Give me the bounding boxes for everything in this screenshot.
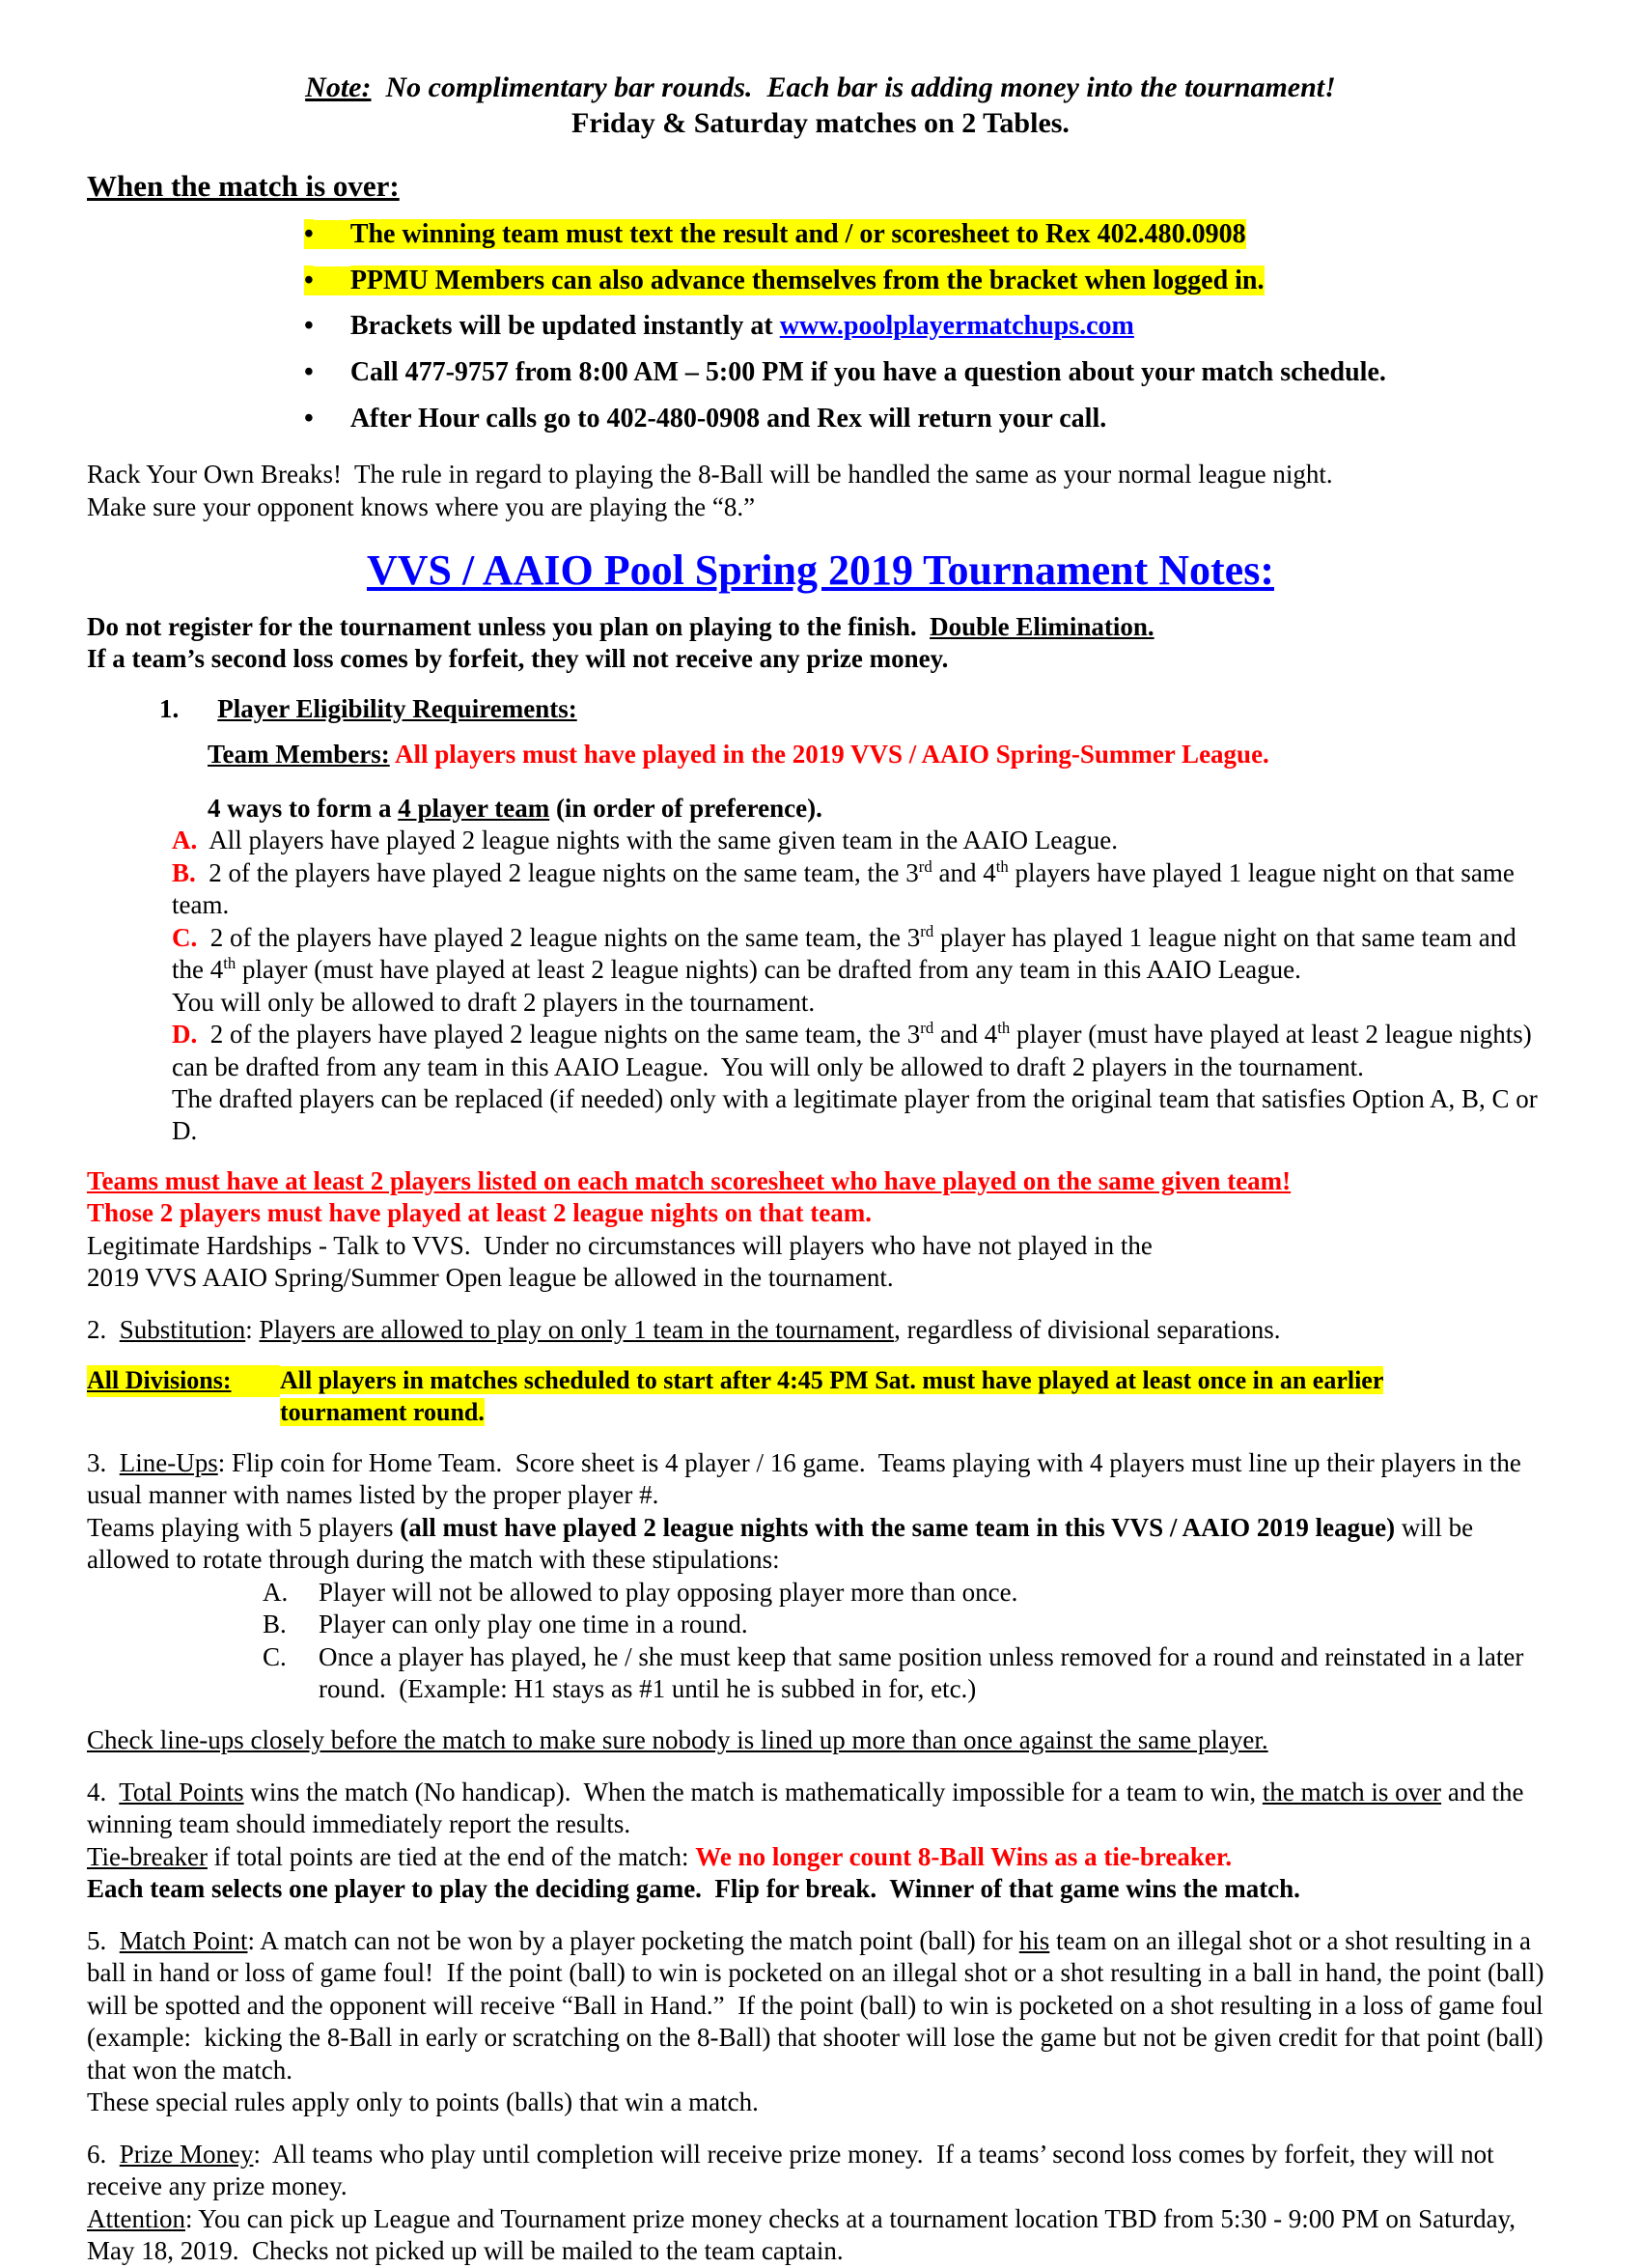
stipulation-b: [87, 1609, 1554, 1640]
text-run: We no longer count 8-Ball Wins as a tie-breaker.: [695, 1841, 1233, 1871]
spacer: [87, 1399, 280, 1425]
spacer: [314, 220, 350, 248]
bullet-ppmu-members: [87, 265, 1554, 298]
text-run: (in order of preference).: [549, 793, 822, 823]
page-title: [87, 545, 1554, 598]
text-run: All players have played 2 league nights with the same given team in the AAIO League.: [197, 826, 1118, 855]
text-run: Tie-breaker: [87, 1841, 208, 1871]
text-run: All players in matches scheduled to start after 4:45 PM Sat. must have played at least once in an earlier: [280, 1366, 1384, 1395]
bullet-icon: •: [304, 403, 314, 434]
option-a-label: A.: [172, 826, 198, 855]
text-run: tournament round.: [280, 1397, 485, 1426]
text-run: player has played 1 league night on that same team and the 4: [172, 922, 1523, 985]
text-run: These special rules apply only to points (balls) that win a match.: [87, 2087, 759, 2117]
match-point-heading: Match Point: [119, 1925, 248, 1955]
bullet-icon: •: [304, 356, 314, 387]
section-6-prize-money: [87, 2139, 1554, 2268]
text-run: player (must have played at least 2 league nights) can be drafted from any team in this AAIO League.: [236, 955, 1301, 985]
text-run: 6.: [87, 2139, 120, 2169]
total-points-heading: Total Points: [119, 1777, 244, 1806]
team-members-rule: [87, 739, 1554, 770]
text-run: 4.: [87, 1777, 120, 1806]
text-run: the match is over: [1262, 1777, 1442, 1806]
text-run: 2 of the players have played 2 league nights on the same team, the 3: [195, 857, 919, 887]
section-when-match-over: [87, 168, 1554, 205]
text-run: rd: [918, 856, 932, 876]
text-run: The drafted players can be replaced (if needed) only with a legitimate player from the original team that satisfies Option A, B, C or D.: [172, 1083, 1544, 1146]
text-run: 2 of the players have played 2 league nights on the same team, the 3: [197, 922, 921, 952]
text-run: : You can pick up League and Tournament prize money checks at a tournament location TBD from 5:30 - 9:00 PM on Saturday, May 18, 2019. Checks not picked up will be mailed to the team captain.: [87, 2203, 1522, 2266]
text-run: You will only be allowed to draft 2 players in the tournament.: [172, 987, 816, 1017]
text-run: :: [245, 1314, 260, 1344]
section-2-substitution: [87, 1314, 1554, 1346]
text-run: The winning team must text the result and / or scoresheet to Rex 402.480.0908: [349, 218, 1246, 249]
text-run: Brackets will be updated instantly at: [349, 311, 780, 342]
text-run: and the winning team should immediately report the results.: [87, 1777, 1531, 1839]
section-5-match-point: [87, 1925, 1554, 2119]
text-run: Teams playing with 5 players: [87, 1512, 401, 1542]
text-run: if total points are tied at the end of the match:: [207, 1841, 696, 1871]
text-run: Double Elimination.: [930, 611, 1154, 641]
lineups-heading: Line-Ups: [119, 1447, 218, 1477]
all-divisions-rule: [87, 1365, 1554, 1427]
drafted-players-note: [87, 1083, 1554, 1148]
option-c-label: C.: [172, 922, 198, 952]
text-run: If a team’s second loss comes by forfeit, they will not receive any prize money.: [87, 644, 949, 674]
text-run: 3.: [87, 1447, 120, 1477]
text-run: After Hour calls go to 402-480-0908 and Rex will return your call.: [349, 403, 1107, 434]
spacer: [314, 266, 350, 294]
text-run: player (must have played at least 2 league nights) can be drafted from any team in this AAIO League. You will only be allowed to draft 2 players in the tournament.: [172, 1020, 1539, 1081]
text-run: Friday & Saturday matches on 2 Tables.: [571, 107, 1070, 140]
text-run: Teams must have at least 2 players listed on each match scoresheet who have played on the same given team!: [87, 1165, 1292, 1195]
bullet-text-result: [87, 218, 1554, 252]
text-run: Check line-ups closely before the match to make sure nobody is lined up more than once against the same player.: [87, 1725, 1268, 1755]
poolplayermatchups-link[interactable]: www.poolplayermatchups.com: [779, 311, 1134, 342]
option-a: [87, 825, 1554, 856]
text-run: Once a player has played, he / she must keep that same position unless removed for a round and reinstated in a later round. (Example: H1 stays as #1 until he is subbed in for, etc.): [319, 1641, 1531, 1704]
text-run: 4 player team: [398, 793, 550, 823]
rack-your-own-breaks: [87, 459, 1554, 523]
all-divisions-label: All Divisions:: [87, 1365, 280, 1396]
text-run: : All teams who play until completion will receive prize money. If a teams’ second loss comes by forfeit, they will not receive any prize money.: [87, 2139, 1501, 2201]
text-run: Legitimate Hardships - Talk to VVS. Under no circumstances will players who have not played in the: [87, 1230, 1153, 1260]
text-run: th: [223, 954, 236, 973]
section-3-lineups: [87, 1447, 1554, 1577]
text-run: Call 477-9757 from 8:00 AM – 5:00 PM if you have a question about your match schedule.: [349, 356, 1386, 387]
stipulation-b-label: B.: [263, 1610, 287, 1639]
spacer: [314, 359, 350, 387]
text-run: and 4: [933, 1020, 998, 1050]
text-run: : Flip coin for Home Team. Score sheet is 4 player / 16 game. Teams playing with 4 players must line up their players in the usual manner with names listed by the proper player #.: [87, 1447, 1528, 1510]
option-c: [87, 922, 1554, 1019]
text-run: and 4: [932, 857, 996, 887]
bullet-after-hours: [87, 403, 1554, 436]
text-run: Each team selects one player to play the deciding game. Flip for break. Winner of that game wins the match.: [87, 1874, 1300, 1904]
text-run: team on an illegal shot or a shot resulting in a ball in hand or loss of game foul! If the point (ball) to win is pocketed on an illegal shot or a shot resulting in a ball in hand, the point (ball) will be spotted and the opponent will receive “Ball in Hand.” If the point (ball) to win is pocketed on a shot resulting in a loss of game foul (example: kicking the 8-Ball in early or scratching on the 8-Ball) that shooter will lose the game but not be given credit for that point (ball) that won the match.: [87, 1925, 1551, 2085]
option-d: [87, 1019, 1554, 1083]
text-run: Attention: [87, 2203, 185, 2233]
option-d-label: D.: [172, 1020, 198, 1050]
text-run: PPMU Members can also advance themselves from the bracket when logged in.: [349, 265, 1265, 295]
text-run: rd: [920, 921, 934, 940]
text-run: No complimentary bar rounds. Each bar is adding money into the tournament!: [371, 71, 1336, 103]
option-b: [87, 857, 1554, 922]
spacer: [314, 405, 350, 433]
text-run: Those 2 players must have played at least 2 league nights on that team.: [87, 1198, 873, 1228]
section-1-heading: [87, 693, 1554, 725]
note-label: Note:: [305, 71, 372, 103]
stipulation-c: [87, 1641, 1554, 1706]
text-run: Player can only play one time in a round.: [319, 1610, 748, 1639]
spacer: [314, 313, 350, 341]
eligibility-heading: Player Eligibility Requirements:: [217, 693, 577, 723]
text-run: th: [997, 1019, 1011, 1038]
text-run: (all must have played 2 league nights with the same team in this VVS / AAIO 2019 league): [400, 1512, 1396, 1542]
register-warning: [87, 611, 1554, 676]
bullet-call-schedule: [87, 356, 1554, 390]
text-run: Team Members:: [208, 740, 390, 770]
text-run: Players are allowed to play on only 1 team in the tournament: [259, 1314, 895, 1344]
four-ways-heading: [87, 793, 1554, 825]
check-lineups-warning: [87, 1724, 1554, 1756]
text-run: , regardless of divisional separations.: [894, 1314, 1281, 1344]
text-run: rd: [920, 1019, 934, 1038]
bullet-icon: •: [304, 311, 314, 342]
text-run: Player will not be allowed to play opposing player more than once.: [319, 1577, 1018, 1607]
when-match-over-heading: When the match is over:: [87, 169, 400, 204]
text-run: Rack Your Own Breaks! The rule in regard to playing the 8-Ball will be handled the same as your normal league night.: [87, 460, 1333, 490]
text-run: Make sure your opponent knows where you are playing the “8.”: [87, 491, 756, 521]
tournament-title: VVS / AAIO Pool Spring 2019 Tournament Notes:: [366, 546, 1274, 595]
option-b-label: B.: [172, 857, 196, 887]
text-run: players have played 1 league night on that same team.: [172, 857, 1521, 920]
text-run: Do not register for the tournament unless you plan on playing to the finish.: [87, 611, 931, 641]
text-run: 2019 VVS AAIO Spring/Summer Open league be allowed in the tournament.: [87, 1263, 894, 1293]
text-run: 1.: [159, 693, 180, 723]
text-run: 2 of the players have played 2 league nights on the same team, the 3: [197, 1020, 921, 1050]
scoresheet-rule: [87, 1165, 1554, 1295]
section-4-total-points: [87, 1777, 1554, 1906]
spacer: [179, 695, 217, 722]
text-run: will be allowed to rotate through during the match with these stipulations:: [87, 1512, 1480, 1575]
text-run: 2.: [87, 1314, 120, 1344]
stipulation-a: [87, 1577, 1554, 1609]
text-run: All players must have played in the 2019 VVS / AAIO Spring-Summer League.: [394, 740, 1269, 770]
bullet-icon: •: [304, 265, 314, 295]
stipulation-a-label: A.: [263, 1577, 289, 1607]
stipulation-c-label: C.: [263, 1641, 287, 1671]
bullet-icon: •: [304, 218, 314, 249]
text-run: th: [995, 856, 1009, 876]
note-line: [87, 70, 1554, 105]
substitution-heading: Substitution: [119, 1314, 246, 1344]
tables-line: [87, 105, 1554, 141]
text-run: his: [1018, 1925, 1050, 1955]
prize-money-heading: Prize Money: [119, 2139, 254, 2169]
bullet-brackets-updated: [87, 310, 1554, 344]
text-run: 4 ways to form a: [208, 793, 399, 823]
text-run: : A match can not be won by a player pocketing the match point (ball) for: [247, 1925, 1019, 1955]
text-run: 5.: [87, 1925, 120, 1955]
text-run: wins the match (No handicap). When the match is mathematically impossible for a team to win,: [243, 1777, 1263, 1806]
